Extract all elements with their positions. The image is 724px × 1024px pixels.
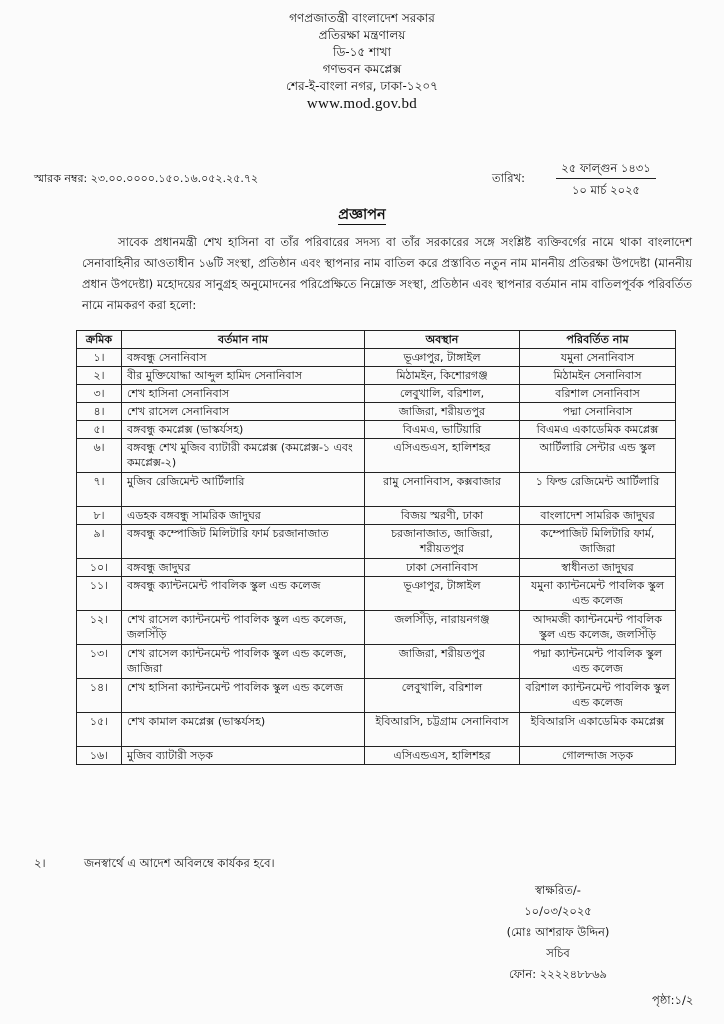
header-changed-name: পরিবর্তিত নাম bbox=[520, 331, 676, 349]
cell-changed-name: আর্টিলারি সেন্টার এন্ড স্কুল bbox=[520, 439, 676, 473]
cell-serial: ১৫। bbox=[77, 713, 122, 747]
signatory-name: (মোঃ আশরাফ উদ্দিন) bbox=[506, 925, 610, 939]
cell-changed-name: বরিশাল সেনানিবাস bbox=[520, 385, 676, 403]
point-2-text: জনস্বার্থে এ আদেশ অবিলম্বে কার্যকর হবে। bbox=[84, 856, 275, 870]
table-row bbox=[77, 611, 676, 645]
body-text: সাবেক প্রধানমন্ত্রী শেখ হাসিনা বা তাঁর পরিবারের সদস্য বা তাঁর সরকারের সঙ্গে সংশ্লিষ্ট ব্যক্তিবর্গের নামে থাকা বাংলাদেশ সেনাবাহিনীর আওতাধীন ১৬টি সংস্থা, প্রতিষ্ঠান এবং স্থাপনার নাম বাতিল করে প্রস্তাবিত নতুন নাম মাননীয় প্রতিরক্ষা উপদেষ্টা (মাননীয় প্রধান উপদেষ্টা) মহোদয়ের সানুগ্রহ অনুমোদনের পরিপ্রেক্ষিতে নিম্নোক্ত সংস্থা, প্রতিষ্ঠান এবং স্থাপনার বর্তমান নাম বাতিলপূর্বক পরিবর্তিত নামে নামকরণ করা হলো: bbox=[82, 235, 692, 312]
cell-current-name: বঙ্গবন্ধু সেনানিবাস bbox=[122, 349, 365, 367]
cell-location: জলসিঁড়ি, নারায়নগঞ্জ bbox=[365, 611, 520, 645]
table-row bbox=[77, 367, 676, 385]
cell-serial: ৮। bbox=[77, 507, 122, 525]
cell-changed-name: যমুনা সেনানিবাস bbox=[520, 349, 676, 367]
document-title bbox=[0, 204, 724, 228]
signed-mark: স্বাক্ষরিত/- bbox=[535, 883, 581, 897]
cell-changed-name: বিএমএ একাডেমিক কমপ্লেক্স bbox=[520, 421, 676, 439]
page-number: পৃষ্ঠা:১/২ bbox=[652, 993, 694, 1007]
cell-serial: ১৩। bbox=[77, 645, 122, 679]
cell-serial: ৯। bbox=[77, 525, 122, 559]
cell-changed-name: ইবিআরসি একাডেমিক কমপ্লেক্স bbox=[520, 713, 676, 747]
cell-current-name: মুজিব রেজিমেন্ট আর্টিলারি bbox=[122, 473, 365, 507]
header-government: গণপ্রজাতন্ত্রী বাংলাদেশ সরকার bbox=[289, 11, 435, 25]
cell-serial: ৬। bbox=[77, 439, 122, 473]
cell-changed-name: কম্পোজিট মিলিটারি ফার্ম, জাজিরা bbox=[520, 525, 676, 559]
cell-current-name: বঙ্গবন্ধু শেখ মুজিব ব্যাটারী কমপ্লেক্স (কমপ্লেক্স-১ এবং কমপ্লেক্স-২) bbox=[122, 439, 365, 473]
cell-serial: ১। bbox=[77, 349, 122, 367]
cell-changed-name: পদ্মা সেনানিবাস bbox=[520, 403, 676, 421]
cell-current-name: শেখ হাসিনা সেনানিবাস bbox=[122, 385, 365, 403]
cell-changed-name: গোলন্দাজ সড়ক bbox=[520, 747, 676, 765]
cell-serial: ২। bbox=[77, 367, 122, 385]
header-branch: ডি-১৫ শাখা bbox=[333, 45, 391, 59]
cell-current-name: বঙ্গবন্ধু কমপ্লেক্স (ভাস্কর্যসহ) bbox=[122, 421, 365, 439]
cell-location: বিজয় স্মরণী, ঢাকা bbox=[365, 507, 520, 525]
date-english: ১০ মার্চ ২০২৫ bbox=[571, 183, 641, 197]
title-text: প্রজ্ঞাপন bbox=[338, 207, 386, 223]
cell-current-name: শেখ রাসেল সেনানিবাস bbox=[122, 403, 365, 421]
header-current-name: বর্তমান নাম bbox=[122, 331, 365, 349]
table-row bbox=[77, 421, 676, 439]
table-row bbox=[77, 403, 676, 421]
cell-serial: ৭। bbox=[77, 473, 122, 507]
date-label: তারিখ: bbox=[492, 171, 526, 185]
cell-location: মিঠামইন, কিশোরগঞ্জ bbox=[365, 367, 520, 385]
cell-changed-name: বাংলাদেশ সামরিক জাদুঘর bbox=[520, 507, 676, 525]
cell-location: জাজিরা, শরীয়তপুর bbox=[365, 645, 520, 679]
cell-location: লেবুখালি, বরিশাল bbox=[365, 679, 520, 713]
cell-current-name: শেখ হাসিনা ক্যান্টনমেন্ট পাবলিক স্কুল এন্ড কলেজ bbox=[122, 679, 365, 713]
body-paragraph bbox=[82, 232, 692, 316]
cell-current-name: বঙ্গবন্ধু ক্যান্টনমেন্ট পাবলিক স্কুল এন্ড কলেজ bbox=[122, 577, 365, 611]
signature-date: ১০/০৩/২০২৫ bbox=[524, 904, 592, 918]
cell-current-name: মুজিব ব্যাটারী সড়ক bbox=[122, 747, 365, 765]
header-ministry: প্রতিরক্ষা মন্ত্রণালয় bbox=[318, 28, 406, 42]
cell-location: ইবিআরসি, চট্টগ্রাম সেনানিবাস bbox=[365, 713, 520, 747]
cell-changed-name: যমুনা ক্যান্টনমেন্ট পাবলিক স্কুল এন্ড কলেজ bbox=[520, 577, 676, 611]
table-row bbox=[77, 559, 676, 577]
cell-location: বিএমএ, ভাটিয়ারি bbox=[365, 421, 520, 439]
memo-number: স্মারক নম্বর: ২৩.০০.০০০০.১৫০.১৬.০৫২.২৫.৭২ bbox=[34, 172, 259, 185]
table-row bbox=[77, 473, 676, 507]
cell-current-name: বঙ্গবন্ধু কম্পোজিট মিলিটারি ফার্ম চরজানাজাত bbox=[122, 525, 365, 559]
cell-current-name: শেখ রাসেল ক্যান্টনমেন্ট পাবলিক স্কুল এন্ড কলেজ, জাজিরা bbox=[122, 645, 365, 679]
cell-location: লেবুখালি, বরিশাল, bbox=[365, 385, 520, 403]
cell-changed-name: পদ্মা ক্যান্টনমেন্ট পাবলিক স্কুল এন্ড কলেজ bbox=[520, 645, 676, 679]
cell-location: এসিএন্ডএস, হালিশহর bbox=[365, 747, 520, 765]
header-location: অবস্থান bbox=[365, 331, 520, 349]
header-serial: ক্রমিক bbox=[77, 331, 122, 349]
signature-block bbox=[478, 880, 638, 985]
cell-location: ভূঞাপুর, টাঙ্গাইল bbox=[365, 577, 520, 611]
cell-current-name: এডহক বঙ্গবন্ধু সামরিক জাদুঘর bbox=[122, 507, 365, 525]
cell-changed-name: স্বাধীনতা জাদুঘর bbox=[520, 559, 676, 577]
cell-serial: ১১। bbox=[77, 577, 122, 611]
point-2-number: ২। bbox=[34, 856, 46, 870]
cell-location: ভূঞাপুর, টাঙ্গাইল bbox=[365, 349, 520, 367]
date-block bbox=[556, 160, 656, 199]
cell-serial: ১০। bbox=[77, 559, 122, 577]
cell-location: রামু সেনানিবাস, কক্সবাজার bbox=[365, 473, 520, 507]
table-row bbox=[77, 349, 676, 367]
cell-current-name: শেখ কামাল কমপ্লেক্স (ভাস্কর্যসহ) bbox=[122, 713, 365, 747]
table-row bbox=[77, 713, 676, 747]
table-header-row bbox=[77, 331, 676, 349]
table-row bbox=[77, 385, 676, 403]
cell-changed-name: আদমজী ক্যান্টনমেন্ট পাবলিক স্কুল এন্ড কলেজ, জলসিঁড়ি bbox=[520, 611, 676, 645]
cell-serial: ১৪। bbox=[77, 679, 122, 713]
cell-current-name: বঙ্গবন্ধু জাদুঘর bbox=[122, 559, 365, 577]
cell-serial: ৪। bbox=[77, 403, 122, 421]
cell-location: এসিএন্ডএস, হালিশহর bbox=[365, 439, 520, 473]
table-row bbox=[77, 439, 676, 473]
header-address: শের-ই-বাংলা নগর, ঢাকা-১২০৭ bbox=[286, 79, 438, 93]
cell-location: জাজিরা, শরীয়তপুর bbox=[365, 403, 520, 421]
table-row bbox=[77, 679, 676, 713]
date-bangla: ২৫ ফাল্গুন ১৪৩১ bbox=[556, 160, 656, 179]
cell-changed-name: বরিশাল ক্যান্টনমেন্ট পাবলিক স্কুল এন্ড কলেজ bbox=[520, 679, 676, 713]
cell-serial: ১২। bbox=[77, 611, 122, 645]
signatory-designation: সচিব bbox=[546, 946, 570, 960]
cell-serial: ৩। bbox=[77, 385, 122, 403]
table-row bbox=[77, 747, 676, 765]
table-row bbox=[77, 525, 676, 559]
table-row bbox=[77, 507, 676, 525]
cell-location: চরজানাজাত, জাজিরা, শরীয়তপুর bbox=[365, 525, 520, 559]
table-row bbox=[77, 577, 676, 611]
header-complex: গণভবন কমপ্লেক্স bbox=[322, 62, 402, 76]
cell-current-name: শেখ রাসেল ক্যান্টনমেন্ট পাবলিক স্কুল এন্ড কলেজ, জলসিঁড়ি bbox=[122, 611, 365, 645]
rename-table bbox=[76, 330, 676, 765]
cell-serial: ৫। bbox=[77, 421, 122, 439]
signatory-phone: ফোন: ২২২২৪৮৮৬৯ bbox=[508, 967, 608, 981]
cell-changed-name: ১ ফিল্ড রেজিমেন্ট আর্টিলারি bbox=[520, 473, 676, 507]
cell-location: ঢাকা সেনানিবাস bbox=[365, 559, 520, 577]
cell-current-name: বীর মুক্তিযোদ্ধা আব্দুল হামিদ সেনানিবাস bbox=[122, 367, 365, 385]
table-row bbox=[77, 645, 676, 679]
cell-changed-name: মিঠামইন সেনানিবাস bbox=[520, 367, 676, 385]
cell-serial: ১৬। bbox=[77, 747, 122, 765]
header-website: www.mod.gov.bd bbox=[306, 96, 418, 112]
letterhead bbox=[0, 10, 724, 114]
